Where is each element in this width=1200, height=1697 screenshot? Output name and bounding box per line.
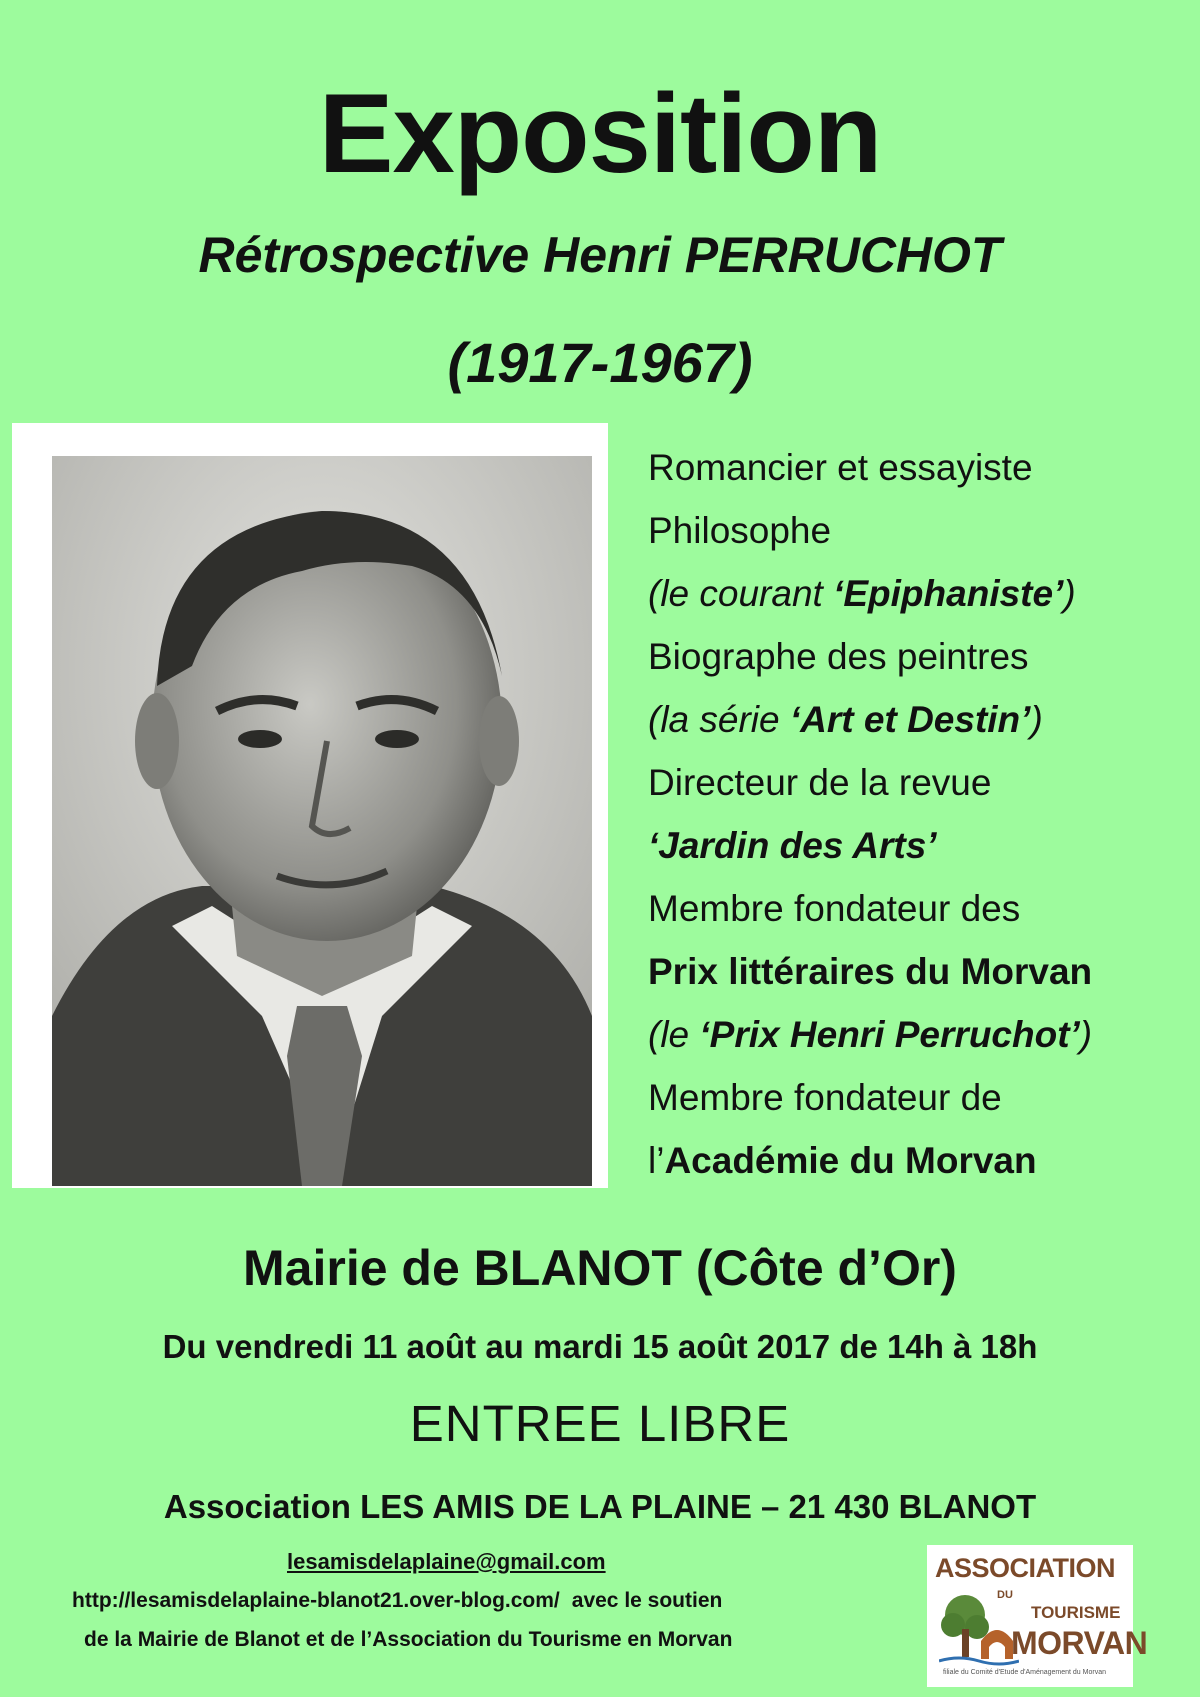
bio-highlight: Prix littéraires du Morvan	[648, 951, 1093, 992]
bio-text: (le	[648, 1014, 700, 1055]
bio-highlight: ‘Art et Destin’	[789, 699, 1031, 740]
website-link[interactable]: http://lesamisdelaplaine-blanot21.over-blog.com/	[72, 1589, 560, 1612]
poster-title: Exposition	[318, 71, 882, 196]
support-line: de la Mairie de Blanot et de l’Association du Tourisme en Morvan	[84, 1628, 733, 1651]
logo-text: DU	[997, 1589, 1013, 1601]
portrait-illustration	[52, 456, 592, 1186]
logo-text: MORVAN	[1011, 1625, 1148, 1661]
bio-line	[648, 814, 1188, 877]
event-entry: ENTREE LIBRE	[409, 1395, 791, 1452]
bio-text: Directeur de la revue	[648, 762, 992, 803]
bio-line	[648, 940, 1188, 1003]
bio-line	[648, 1066, 1188, 1129]
bio-line	[648, 625, 1188, 688]
portrait-photo	[52, 456, 592, 1186]
bio-highlight: ‘Jardin des Arts’	[648, 825, 937, 866]
bio-line	[648, 1129, 1188, 1192]
bio-line	[648, 688, 1188, 751]
bio-highlight: ‘Epiphaniste’	[833, 573, 1064, 614]
portrait-frame	[12, 423, 608, 1188]
event-dates: Du vendredi 11 août au mardi 15 août 2017 de 14h à 18h	[162, 1328, 1038, 1365]
bio-text: (le courant	[648, 573, 834, 614]
bio-line	[648, 499, 1188, 562]
bio-highlight: Académie du Morvan	[664, 1140, 1037, 1181]
poster-dates: (1917-1967)	[447, 331, 753, 394]
poster-subtitle: Rétrospective Henri PERRUCHOT	[198, 227, 1002, 283]
bio-text: Biographe des peintres	[648, 636, 1029, 677]
bio-text: Membre fondateur des	[648, 888, 1021, 929]
bio-text: (la série	[648, 699, 790, 740]
logo-text: ASSOCIATION	[935, 1553, 1116, 1583]
event-venue: Mairie de BLANOT (Côte d’Or)	[243, 1240, 957, 1296]
bio-line	[648, 751, 1188, 814]
bio-text: Philosophe	[648, 510, 832, 551]
bio-text: )	[1063, 573, 1076, 614]
bio-text: Membre fondateur de	[648, 1077, 1002, 1118]
support-intro: avec le soutien	[571, 1589, 723, 1612]
bio-text: l’	[648, 1140, 665, 1181]
logo-text: filiale du Comité d'Etude d'Aménagement du Morvan	[943, 1669, 1106, 1676]
logo-text: TOURISME	[1031, 1603, 1121, 1622]
biography-list	[648, 436, 1188, 1192]
bio-text: )	[1079, 1014, 1093, 1055]
bio-line	[648, 877, 1188, 940]
bio-line	[648, 1003, 1188, 1066]
website-line	[72, 1589, 892, 1613]
association-name: Association LES AMIS DE LA PLAINE – 21 430 BLANOT	[163, 1488, 1037, 1525]
bio-line	[648, 562, 1188, 625]
contact-email-link[interactable]: lesamisdelaplaine@gmail.com	[287, 1549, 606, 1574]
bio-text: )	[1030, 699, 1043, 740]
bio-text: Romancier et essayiste	[648, 447, 1033, 488]
bio-highlight: ‘Prix Henri Perruchot’	[699, 1014, 1080, 1055]
tourism-association-logo	[927, 1545, 1148, 1687]
bio-line	[648, 436, 1188, 499]
